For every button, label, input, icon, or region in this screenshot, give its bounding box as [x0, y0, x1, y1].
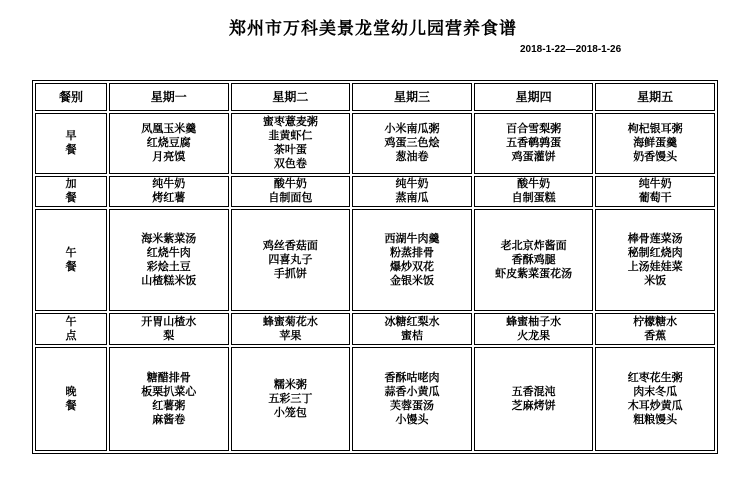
menu-row-dinner: [35, 347, 715, 451]
header-meal: 餐别: [35, 83, 107, 111]
meal-label: [35, 113, 107, 174]
date-range: 2018-1-22—2018-1-26: [520, 44, 622, 55]
dish-item: 肉末冬瓜: [633, 384, 678, 398]
dish-item: 奶香馒头: [633, 150, 678, 164]
dish-item: 蒜香小黄瓜: [384, 384, 440, 398]
meal-label-char: 午: [65, 246, 77, 260]
menu-cell-monday: [109, 347, 229, 451]
dish-item: 小米南瓜粥: [384, 122, 440, 136]
menu-cell-friday: [595, 209, 715, 311]
dish-item: 米饭: [644, 274, 667, 288]
meal-label-char: 餐: [65, 260, 77, 274]
menu-title: 郑州市万科美景龙堂幼儿园营养食谱: [229, 19, 517, 39]
menu-cell-tuesday: [231, 347, 351, 451]
menu-cell-monday: [109, 209, 229, 311]
dish-item: 棒骨莲菜汤: [627, 232, 683, 246]
meal-label: [35, 347, 107, 451]
menu-cell-wednesday: [352, 113, 472, 174]
dish-item: 红烧豆腐: [146, 136, 191, 150]
meal-label-char: 餐: [65, 191, 77, 205]
dish-item: 小馒头: [395, 412, 429, 426]
menu-row-lunch: [35, 209, 715, 311]
dish-item: 火龙果: [517, 328, 551, 342]
menu-cell-wednesday: [352, 209, 472, 311]
dish-item: 鸡丝香菇面: [262, 239, 318, 253]
dish-item: 山楂糕米饭: [141, 274, 197, 288]
dish-item: 百合雪梨粥: [506, 122, 562, 136]
header-thursday: 星期四: [474, 83, 594, 111]
dish-item: 鸡蛋三色烩: [384, 136, 440, 150]
dish-item: 西湖牛肉羹: [384, 232, 440, 246]
dish-item: 蒸南瓜: [395, 191, 429, 205]
menu-cell-friday: [595, 313, 715, 344]
header-row: [35, 83, 715, 111]
dish-item: 苹果: [279, 328, 302, 342]
menu-cell-friday: [595, 176, 715, 207]
dish-item: 粉蒸排骨: [389, 246, 434, 260]
header-tuesday: 星期二: [231, 83, 351, 111]
menu-cell-wednesday: [352, 313, 472, 344]
menu-row-snack: [35, 176, 715, 207]
dish-item: 手抓饼: [273, 267, 307, 281]
dish-item: 老北京炸酱面: [500, 239, 567, 253]
dish-item: 蜂蜜柚子水: [506, 314, 562, 328]
dish-item: 双色卷: [273, 157, 307, 171]
menu-cell-friday: [595, 113, 715, 174]
menu-cell-tuesday: [231, 176, 351, 207]
dish-item: 枸杞银耳粥: [627, 122, 683, 136]
meal-label-char: 早: [65, 129, 77, 143]
menu-cell-thursday: [474, 313, 594, 344]
dish-item: 香酥咕咾肉: [384, 370, 440, 384]
dish-item: 鸡蛋灌饼: [511, 150, 556, 164]
meal-label-char: 餐: [65, 398, 77, 412]
dish-item: 麻酱卷: [152, 412, 186, 426]
menu-cell-thursday: [474, 347, 594, 451]
meal-label-char: 餐: [65, 143, 77, 157]
header-monday: 星期一: [109, 83, 229, 111]
dish-item: 蜜枣薏麦粥: [262, 115, 318, 129]
dish-item: 韭黄虾仁: [268, 129, 313, 143]
dish-item: 凤凰玉米羹: [141, 122, 197, 136]
dish-item: 自制蛋糕: [511, 191, 556, 205]
meal-label: [35, 209, 107, 311]
dish-item: 木耳炒黄瓜: [627, 398, 683, 412]
dish-item: 香蕉: [644, 328, 667, 342]
dish-item: 五香鹌鹑蛋: [506, 136, 562, 150]
dish-item: 柠檬糖水: [633, 314, 678, 328]
meal-label-char: 点: [65, 328, 77, 342]
menu-cell-thursday: [474, 176, 594, 207]
dish-item: 糯米粥: [273, 377, 307, 391]
header-friday: 星期五: [595, 83, 715, 111]
menu-cell-wednesday: [352, 176, 472, 207]
meal-label-char: 晚: [65, 384, 77, 398]
meal-label: [35, 176, 107, 207]
dish-item: 月亮馍: [152, 150, 186, 164]
dish-item: 上汤娃娃菜: [627, 260, 683, 274]
menu-cell-tuesday: [231, 209, 351, 311]
menu-cell-tuesday: [231, 313, 351, 344]
menu-table: [32, 80, 718, 454]
dish-item: 酸牛奶: [517, 177, 551, 191]
menu-cell-monday: [109, 113, 229, 174]
dish-item: 蜂蜜菊花水: [262, 314, 318, 328]
dish-item: 冰糖红梨水: [384, 314, 440, 328]
dish-item: 葡萄干: [638, 191, 672, 205]
dish-item: 烤红薯: [152, 191, 186, 205]
menu-cell-friday: [595, 347, 715, 451]
menu-cell-tuesday: [231, 113, 351, 174]
dish-item: 虾皮紫菜蛋花汤: [495, 267, 573, 281]
dish-item: 红烧牛肉: [146, 246, 191, 260]
dish-item: 纯牛奶: [395, 177, 429, 191]
dish-item: 酸牛奶: [273, 177, 307, 191]
dish-item: 板栗扒菜心: [141, 384, 197, 398]
dish-item: 香酥鸡腿: [511, 253, 556, 267]
dish-item: 梨: [163, 328, 175, 342]
meal-label: [35, 313, 107, 344]
dish-item: 自制面包: [268, 191, 313, 205]
meal-label-char: 加: [65, 177, 77, 191]
menu-cell-monday: [109, 313, 229, 344]
menu-cell-monday: [109, 176, 229, 207]
dish-item: 彩烩土豆: [146, 260, 191, 274]
dish-item: 粗粮馒头: [633, 412, 678, 426]
menu-cell-thursday: [474, 209, 594, 311]
dish-item: 芙蓉蛋汤: [389, 398, 434, 412]
dish-item: 爆炒双花: [389, 260, 434, 274]
dish-item: 红薯粥: [152, 398, 186, 412]
dish-item: 红枣花生粥: [627, 370, 683, 384]
menu-cell-thursday: [474, 113, 594, 174]
meal-label-char: 午: [65, 314, 77, 328]
header-wednesday: 星期三: [352, 83, 472, 111]
dish-item: 五彩三丁: [268, 391, 313, 405]
dish-item: 五香混沌: [511, 384, 556, 398]
dish-item: 纯牛奶: [638, 177, 672, 191]
dish-item: 糖醋排骨: [146, 370, 191, 384]
dish-item: 海米紫菜汤: [141, 232, 197, 246]
dish-item: 海鲜蛋羹: [633, 136, 678, 150]
dish-item: 蜜桔: [400, 328, 423, 342]
menu-cell-wednesday: [352, 347, 472, 451]
dish-item: 小笼包: [273, 405, 307, 419]
dish-item: 秘制红烧肉: [627, 246, 683, 260]
dish-item: 纯牛奶: [152, 177, 186, 191]
dish-item: 茶叶蛋: [273, 143, 307, 157]
dish-item: 四喜丸子: [268, 253, 313, 267]
menu-row-afternoon-snack: [35, 313, 715, 344]
dish-item: 金银米饭: [389, 274, 434, 288]
dish-item: 葱油卷: [395, 150, 429, 164]
dish-item: 开胃山楂水: [141, 314, 197, 328]
menu-row-breakfast: [35, 113, 715, 174]
dish-item: 芝麻烤饼: [511, 398, 556, 412]
